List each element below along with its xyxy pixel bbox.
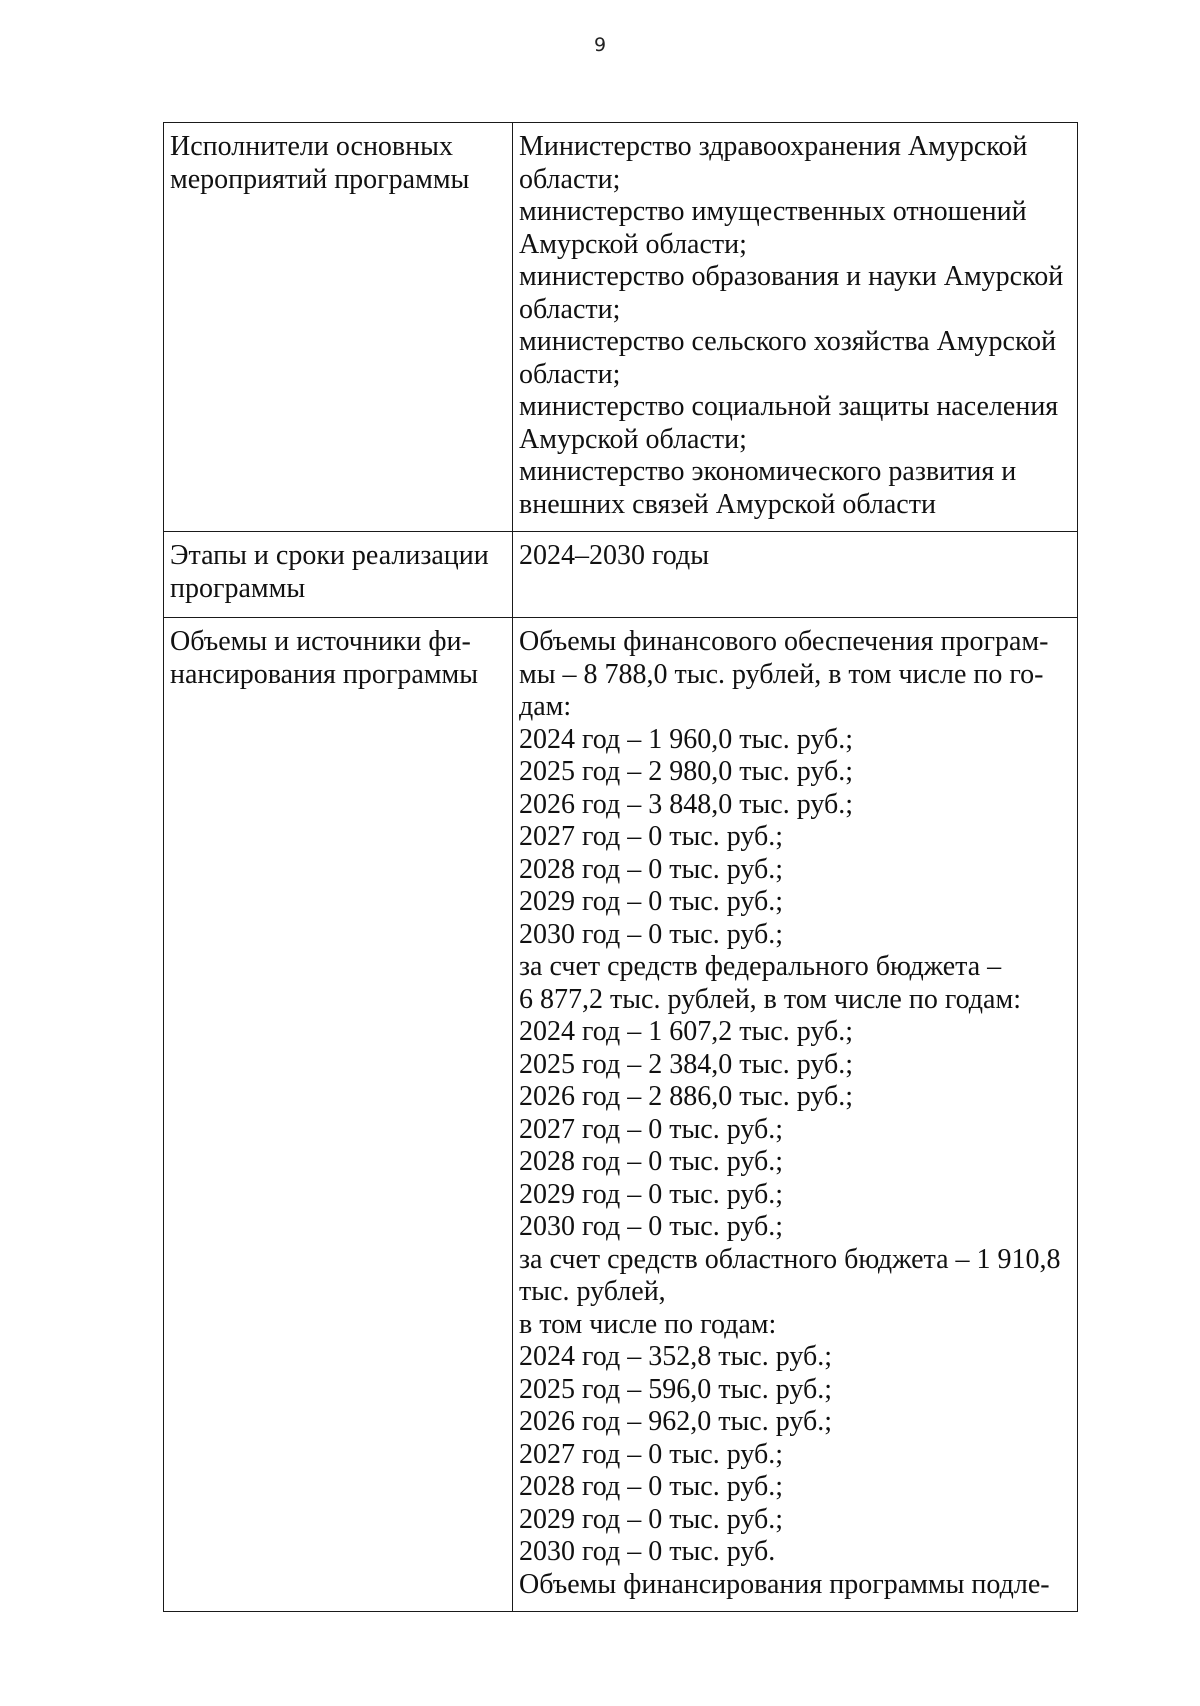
- cell-text-line: тыс. рублей,: [519, 1276, 666, 1307]
- cell-text-line: 2025 год – 2 980,0 тыс. руб.;: [519, 756, 853, 787]
- cell-text-line: в том числе по годам:: [519, 1308, 777, 1340]
- program-passport-table: [163, 122, 1078, 1612]
- row-label-stages: [164, 532, 513, 618]
- cell-text-line: Амурской области;: [519, 228, 747, 260]
- cell-text-line: 2027 год – 0 тыс. руб.;: [519, 1113, 783, 1145]
- cell-text-line: 2030 год – 0 тыс. руб.;: [519, 918, 783, 950]
- cell-text-line: нансирования программы: [170, 658, 479, 690]
- cell-text-line: 2026 год – 962,0 тыс. руб.;: [519, 1406, 832, 1437]
- row-value-executors: [513, 123, 1078, 532]
- cell-text-line: 2024 год – 352,8 тыс. руб.;: [519, 1341, 832, 1372]
- cell-text-line: мы – 8 788,0 тыс. рублей, в том числе по го-: [519, 658, 1044, 690]
- cell-text-line: министерство образования и науки Амурской: [519, 261, 1064, 292]
- cell-text-line: министерство сельского хозяйства Амурской: [519, 326, 1057, 357]
- cell-text-line: 2029 год – 0 тыс. руб.;: [519, 1503, 783, 1535]
- cell-text-line: Исполнители основных: [170, 131, 453, 162]
- cell-text-line: 2027 год – 0 тыс. руб.;: [519, 821, 783, 852]
- page-number: 9: [593, 34, 607, 56]
- cell-text-line: 2030 год – 0 тыс. руб.: [519, 1536, 776, 1567]
- cell-text-line: 2024–2030 годы: [519, 540, 710, 571]
- cell-text-line: министерство социальной защиты населения: [519, 391, 1059, 422]
- cell-text-line: Амурской области;: [519, 423, 747, 455]
- cell-text-line: области;: [519, 293, 621, 325]
- cell-text-line: внешних связей Амурской области: [519, 488, 936, 520]
- cell-text-line: 2024 год – 1 607,2 тыс. руб.;: [519, 1016, 853, 1047]
- cell-text-line: 6 877,2 тыс. рублей, в том числе по годам:: [519, 983, 1021, 1015]
- cell-text-line: Этапы и сроки реализации: [170, 540, 489, 571]
- cell-text-line: 2028 год – 0 тыс. руб.;: [519, 1471, 783, 1502]
- cell-text-line: министерство имущественных отношений: [519, 196, 1027, 227]
- cell-text-line: 2024 год – 1 960,0 тыс. руб.;: [519, 723, 853, 755]
- cell-text-line: Министерство здравоохранения Амурской: [519, 131, 1028, 162]
- cell-text-line: за счет средств областного бюджета – 1 910,8: [519, 1243, 1061, 1275]
- cell-text-line: 2028 год – 0 тыс. руб.;: [519, 1146, 783, 1177]
- cell-text-line: мероприятий программы: [170, 163, 470, 195]
- cell-text-line: программы: [170, 572, 306, 604]
- cell-text-line: области;: [519, 163, 621, 195]
- row-label-executors: [164, 123, 513, 532]
- cell-text-line: дам:: [519, 691, 572, 722]
- cell-text-line: за счет средств федерального бюджета –: [519, 951, 1002, 982]
- cell-text-line: 2027 год – 0 тыс. руб.;: [519, 1438, 783, 1470]
- cell-text-line: Объемы финансирования программы подле-: [519, 1568, 1050, 1600]
- cell-text-line: министерство экономического развития и: [519, 456, 1017, 487]
- cell-text-line: 2030 год – 0 тыс. руб.;: [519, 1211, 783, 1242]
- row-value-stages: [513, 532, 1078, 618]
- cell-text-line: Объемы и источники фи-: [170, 626, 471, 657]
- cell-text-line: Объемы финансового обеспечения програм-: [519, 626, 1049, 657]
- cell-text-line: 2026 год – 3 848,0 тыс. руб.;: [519, 788, 853, 820]
- table-row: [164, 532, 1078, 618]
- cell-text-line: 2028 год – 0 тыс. руб.;: [519, 853, 783, 885]
- cell-text-line: 2025 год – 2 384,0 тыс. руб.;: [519, 1048, 853, 1080]
- row-label-funding: [164, 618, 513, 1612]
- cell-text-line: 2025 год – 596,0 тыс. руб.;: [519, 1373, 832, 1405]
- cell-text-line: 2029 год – 0 тыс. руб.;: [519, 1178, 783, 1210]
- table-row: [164, 618, 1078, 1612]
- cell-text-line: области;: [519, 358, 621, 390]
- cell-text-line: 2029 год – 0 тыс. руб.;: [519, 886, 783, 917]
- cell-text-line: 2026 год – 2 886,0 тыс. руб.;: [519, 1081, 853, 1112]
- table-row: [164, 123, 1078, 532]
- row-value-funding: [513, 618, 1078, 1612]
